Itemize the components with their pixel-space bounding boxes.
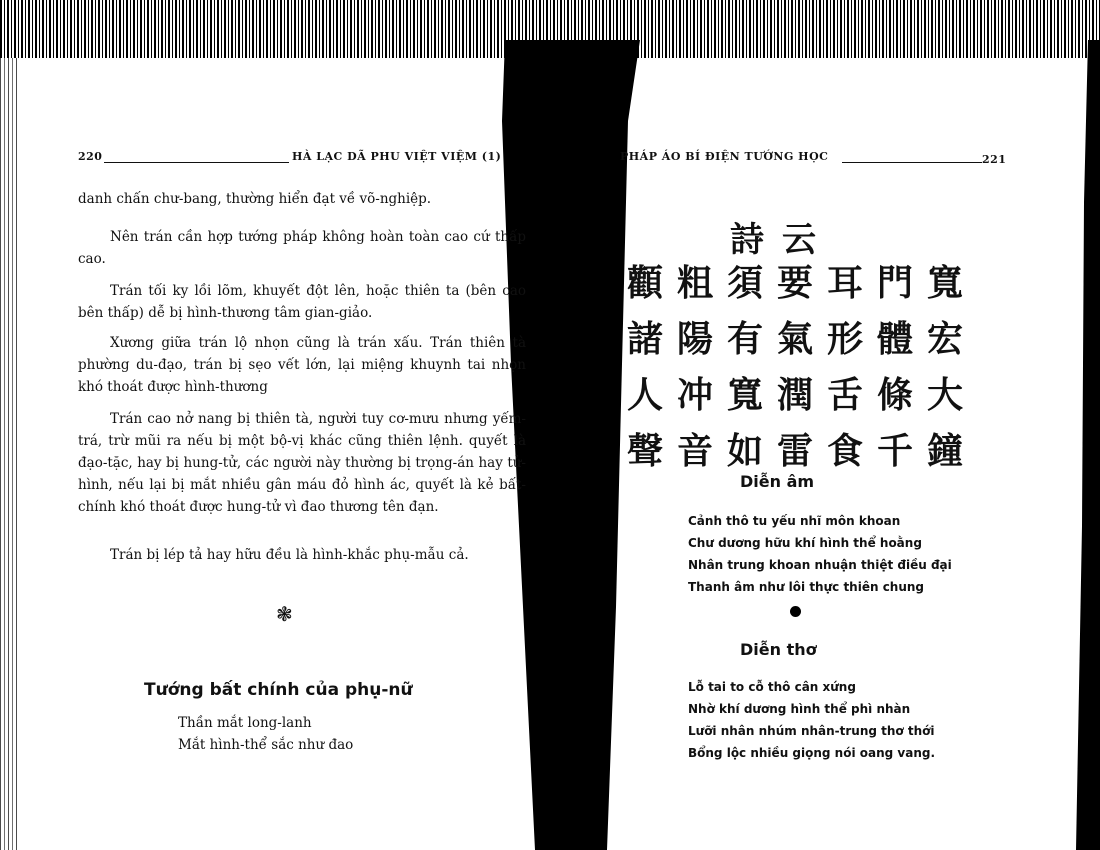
paragraph-3: Trán tối ky lồi lõm, khuyết đột lên, hoặc thiên ta (bên cao bên thấp) dễ bị hình-thương tâm gian-giảo. [78, 283, 526, 321]
left-running-title: HÀ LẠC DÃ PHU VIỆT VIỆM (1) [292, 150, 502, 163]
verse-line: Lỗ tai to cỗ thô cân xứng [688, 680, 856, 694]
verse-line: Mắt hình-thể sắc như đao [178, 737, 354, 753]
dien-tho-verse [688, 676, 935, 764]
verse-line: Chư dương hữu khí hình thể hoằng [688, 536, 922, 550]
poem-char: 耳 [826, 262, 863, 304]
left-verse [178, 712, 353, 756]
left-page [40, 140, 526, 830]
poem-char: 體 [876, 318, 913, 360]
poem-char: 人 [626, 374, 663, 416]
poem-char: 大 [926, 374, 963, 416]
section-subtitle: Tướng bất chính của phụ-nữ [144, 680, 413, 700]
left-head-rule [104, 162, 289, 163]
verse-line: Thanh âm như lôi thực thiên chung [688, 580, 925, 594]
poem-char: 須 [726, 262, 763, 304]
poem-char: 條 [876, 374, 913, 416]
poem-char: 雷 [776, 430, 813, 472]
poem-title: 詩云 [730, 220, 834, 260]
right-running-head [620, 150, 1010, 168]
poem-char: 潤 [776, 374, 813, 416]
right-running-title: PHÁP ÁO BÍ ĐIỆN TƯỚNG HỌC [620, 150, 829, 163]
poem-char: 粗 [676, 262, 713, 304]
poem-char: 寬 [726, 374, 763, 416]
poem-char: 冲 [676, 374, 713, 416]
right-head-rule [842, 162, 982, 163]
poem-char: 顴 [626, 262, 663, 304]
verse-line: Thần mắt long-lanh [178, 715, 312, 731]
left-page-number: 220 [78, 150, 103, 163]
verse-line: Cảnh thô tu yếu nhĩ môn khoan [688, 514, 901, 528]
poem-char: 如 [726, 430, 763, 472]
paragraph-5: Trán cao nở nang bị thiên tà, người tuy cơ-mưu nhưng yếm-trá, trừ mũi ra nếu bị một bộ-vị khác cũng thiên lệnh. quyết là đạo-tặc, hay bị hung-tử, các người này thường bị trọng-án hay tử-hình, nếu lại bị mắt nhiều gân máu đỏ hình ác, quyết là kẻ bất-chính khó thoát được hung-tử vì đao thương tên đạn. [78, 411, 526, 515]
poem-char: 要 [776, 262, 813, 304]
right-page-number: 221 [982, 153, 1007, 166]
paragraph-4: Xương giữa trán lộ nhọn cũng là trán xấu. Trán thiên tà phường du-đạo, trán bị sẹo vết lớn, lại miệng khuynh tai nhọn khó thoát được hình-thương [78, 335, 526, 395]
paragraph-6: Trán bị lép tả hay hữu đều là hình-khắc phụ-mẫu cả. [110, 547, 469, 563]
poem-char: 千 [876, 430, 913, 472]
poem-char: 形 [826, 318, 863, 360]
verse-line: Nhờ khí dương hình thể phì nhàn [688, 702, 911, 716]
poem-char: 諸 [626, 318, 663, 360]
verse-line: Lưỡi nhân nhúm nhân-trung thơ thới [688, 724, 935, 738]
paragraph-2: Nên trán cần hợp tướng pháp không hoàn toàn cao cứ thấp cao. [78, 229, 526, 267]
ornament-icon: ❃ [276, 602, 293, 626]
poem-grid [620, 262, 970, 472]
poem-char: 鐘 [926, 430, 963, 472]
poem-char: 食 [826, 430, 863, 472]
poem-char: 舌 [826, 374, 863, 416]
scan-left-edge [0, 58, 20, 850]
poem-char: 聲 [626, 430, 663, 472]
section-title-dien-tho: Diễn thơ [740, 640, 817, 659]
poem-char: 宏 [926, 318, 963, 360]
poem-char: 寬 [926, 262, 963, 304]
right-page [620, 140, 1010, 830]
scan-right-edge [1060, 40, 1100, 850]
section-title-dien-am: Diễn âm [740, 472, 815, 491]
bullet-dot-icon [790, 606, 801, 617]
paragraph-1: danh chấn chư-bang, thường hiển đạt về võ-nghiệp. [78, 191, 432, 207]
verse-line: Bổng lộc nhiều giọng nói oang vang. [688, 746, 936, 760]
poem-char: 門 [876, 262, 913, 304]
left-running-head [40, 150, 500, 168]
dien-am-verse [688, 510, 952, 598]
poem-char: 陽 [676, 318, 713, 360]
poem-char: 有 [726, 318, 763, 360]
verse-line: Nhân trung khoan nhuận thiệt điều đại [688, 558, 952, 572]
poem-char: 音 [676, 430, 713, 472]
poem-char: 氣 [776, 318, 813, 360]
